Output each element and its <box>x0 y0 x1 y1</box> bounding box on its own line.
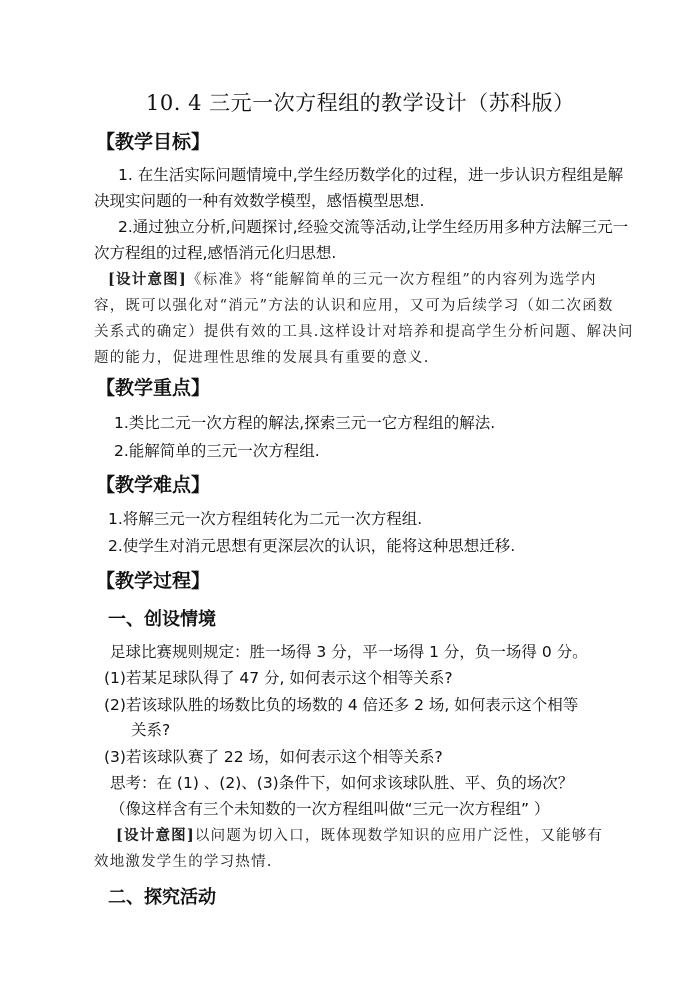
game-rules-text: 足球比赛规则规定：胜一场得 3 分，平一场得 1 分，负一场得 0 分。 <box>110 643 588 661</box>
document-title: 10. 4 三元一次方程组的教学设计（苏科版） <box>146 91 575 115</box>
difficulties-heading: 【教学难点】 <box>96 474 211 496</box>
think-prompt: 思考：在 (1) 、(2)、(3)条件下，如何求该球队胜、平、负的场次？ <box>110 774 574 792</box>
definition-note: （像这样含有三个未知数的一次方程组叫做“三元一次方程组” ） <box>110 800 550 818</box>
process-design-intent-line-2: 效地激发学生的学习热情. <box>94 854 273 870</box>
goals-design-intent-line-3: 关系式的确定）提供有效的工具.这样设计对培养和提高学生分析问题、解决问 <box>94 324 634 340</box>
goals-design-intent-line-2: 容，既可以强化对“消元”方法的认识和应用，又可为后续学习（如二次函数 <box>94 298 614 314</box>
question-2-line-1: (2)若该球队胜的场数比负的场数的 4 倍还多 2 场, 如何表示这个相等 <box>104 696 579 714</box>
goals-item-1-line-2: 决现实问题的一种有效数学模型，感悟模型思想. <box>94 192 425 210</box>
design-intent-tag: [设计意图] <box>108 271 187 288</box>
goals-item-2-line-1: 2.通过独立分析,问题探讨,经验交流等活动,让学生经历用多种方法解三元一 <box>118 218 629 236</box>
goals-item-2-line-2: 次方程组的过程,感悟消元化归思想. <box>94 244 337 262</box>
key-point-item-1: 1.类比二元一次方程的解法,探索三元一它方程组的解法. <box>114 414 496 432</box>
goals-design-intent-line-1: [设计意图]《标准》将“能解简单的三元一次方程组”的内容列为选学内 <box>108 271 597 288</box>
process-subheading-2: 二、探究活动 <box>108 887 216 908</box>
goals-design-intent-line-4: 题的能力，促进理性思维的发展具有重要的意义. <box>94 350 430 366</box>
design-intent-tag: [设计意图] <box>116 827 195 844</box>
process-subheading-1: 一、创设情境 <box>108 609 216 630</box>
process-design-intent-line-1: [设计意图]以问题为切入口，既体现数学知识的应用广泛性，又能够有 <box>116 827 604 844</box>
question-2-line-2: 关系? <box>131 721 171 739</box>
question-3: (3)若该球队赛了 22 场，如何表示这个相等关系? <box>104 748 443 766</box>
process-heading: 【教学过程】 <box>96 570 211 592</box>
difficulty-item-2: 2.使学生对消元思想有更深层次的认识，能将这种思想迁移. <box>108 537 516 555</box>
difficulty-item-1: 1.将解三元一次方程组转化为二元一次方程组. <box>108 510 423 528</box>
goals-item-1-line-1: 1. 在生活实际问题情境中,学生经历数学化的过程，进一步认识方程组是解 <box>118 166 624 184</box>
goals-heading: 【教学目标】 <box>96 131 211 153</box>
question-1: (1)若某足球队得了 47 分, 如何表示这个相等关系? <box>104 669 453 687</box>
key-points-heading: 【教学重点】 <box>96 377 211 399</box>
key-point-item-2: 2.能解简单的三元一次方程组. <box>114 442 320 460</box>
